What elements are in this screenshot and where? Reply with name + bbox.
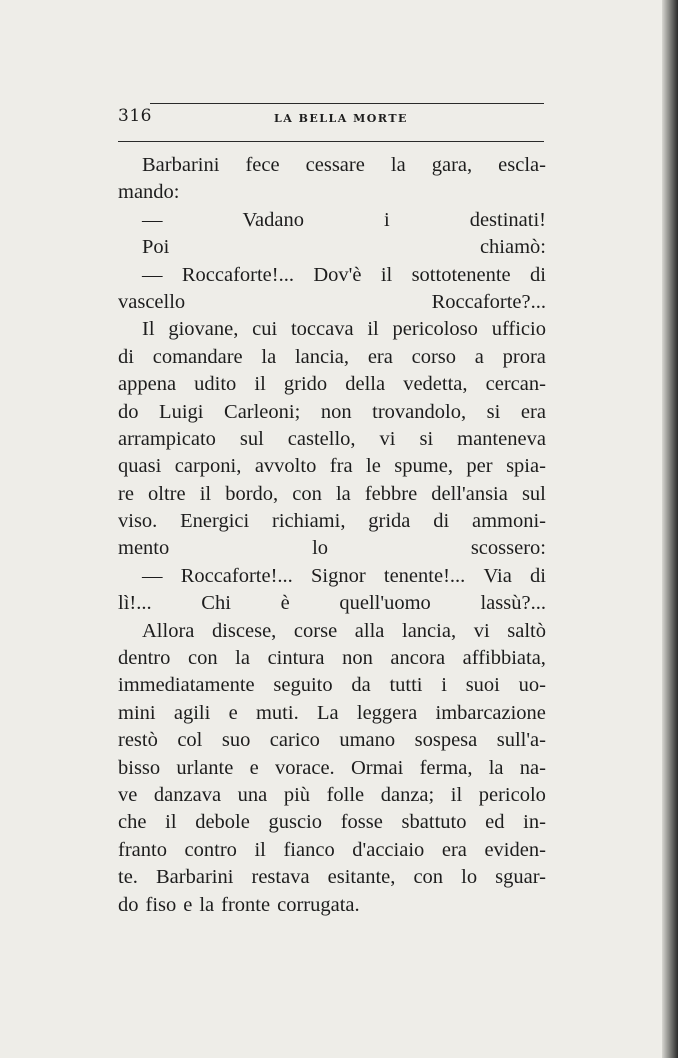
text-line: te. Barbarini restava esitante, con lo sguar- <box>118 866 546 889</box>
text-line: Poi chiamò: <box>142 236 546 259</box>
text-line: bisso urlante e vorace. Ormai ferma, la na- <box>118 756 546 779</box>
text-line: — Roccaforte!... Dov'è il sottotenente di <box>142 263 546 286</box>
text-line: immediatamente seguito da tutti i suoi uo- <box>118 674 546 697</box>
text-line: — Vadano i destinati! <box>142 208 546 231</box>
text-line: mando: <box>118 181 180 204</box>
text-line: mento lo scossero: <box>118 537 546 560</box>
text-line: di comandare la lancia, era corso a prora <box>118 345 546 368</box>
text-line: franto contro il fianco d'acciaio era eviden- <box>118 838 546 861</box>
body-text <box>118 152 546 919</box>
text-line: vascello Roccaforte?... <box>118 290 546 313</box>
text-line: do fiso e la fronte corrugata. <box>118 893 360 916</box>
text-line: dentro con la cintura non ancora affibbiata, <box>118 647 546 670</box>
header-top-rule <box>150 103 544 104</box>
text-line: appena udito il grido della vedetta, cercan- <box>118 373 546 396</box>
text-line: lì!... Chi è quell'uomo lassù?... <box>118 592 546 615</box>
page-gutter-shadow <box>662 0 678 1058</box>
text-line: — Roccaforte!... Signor tenente!... Via di <box>142 564 546 587</box>
text-line: arrampicato sul castello, vi si manteneva <box>118 427 546 450</box>
running-title: LA BELLA MORTE <box>274 112 408 125</box>
text-line: Barbarini fece cessare la gara, escla- <box>142 154 546 176</box>
text-line: Allora discese, corse alla lancia, vi saltò <box>142 619 546 642</box>
text-line: do Luigi Carleoni; non trovandolo, si era <box>118 400 546 423</box>
text-line: viso. Energici richiami, grida di ammoni- <box>118 510 546 533</box>
page-header <box>118 100 544 130</box>
text-line: re oltre il bordo, con la febbre dell'ansia sul <box>118 482 546 505</box>
header-bottom-rule <box>118 141 544 142</box>
page-number: 316 <box>118 106 152 126</box>
text-line: mini agili e muti. La leggera imbarcazione <box>118 701 546 724</box>
text-line: restò col suo carico umano sospesa sull'a- <box>118 729 546 752</box>
text-line: quasi carponi, avvolto fra le spume, per spia- <box>118 455 546 478</box>
text-line: che il debole guscio fosse sbattuto ed in- <box>118 811 546 834</box>
text-line: ve danzava una più folle danza; il pericolo <box>118 783 546 806</box>
text-line: Il giovane, cui toccava il pericoloso ufficio <box>142 318 546 341</box>
